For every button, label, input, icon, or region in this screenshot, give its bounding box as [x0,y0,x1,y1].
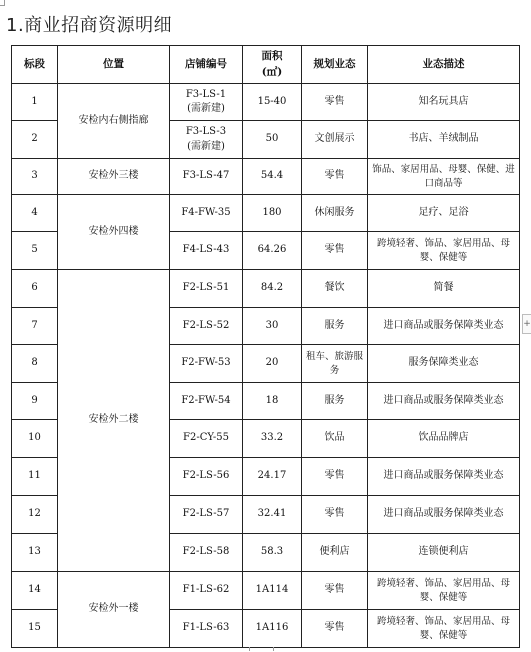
cell-segment: 13 [12,534,58,572]
cell-area: 18 [243,383,302,420]
cell-format-description: 进口商品或服务保障类业态 [368,458,520,496]
cell-format-description: 书店、羊绒制品 [368,121,520,159]
cell-shop-code: F2-LS-57 [170,496,243,534]
cell-shop-code: F1-LS-62 [170,572,243,610]
cell-shop-code: F2-LS-56 [170,458,243,496]
cell-format-description: 简餐 [368,270,520,308]
col-header-planned-format: 规划业态 [302,46,368,84]
section-heading: 1.商业招商资源明细 [6,15,173,36]
cell-segment: 7 [12,308,58,345]
cell-shop-code: F2-FW-54 [170,383,243,420]
cell-planned-format: 零售 [302,159,368,195]
cell-area: 32.41 [243,496,302,534]
col-header-area: 面积 (㎡) [243,46,302,84]
cell-planned-format: 零售 [302,84,368,121]
col-header-format-description: 业态描述 [368,46,520,84]
cell-planned-format: 零售 [302,610,368,648]
cell-shop-code: F4-FW-35 [170,195,243,232]
cell-shop-code: F3-LS-47 [170,159,243,195]
cell-location: 安检外四楼 [58,195,170,270]
cell-area: 54.4 [243,159,302,195]
cell-segment: 1 [12,84,58,121]
cell-segment: 14 [12,572,58,610]
cell-format-description: 跨境轻奢、饰品、家居用品、母婴、保健等 [368,572,520,610]
page-corner-mark [249,647,250,651]
cell-planned-format: 零售 [302,496,368,534]
cell-planned-format: 服务 [302,383,368,420]
cell-area: 64.26 [243,232,302,270]
cell-planned-format: 便利店 [302,534,368,572]
cell-planned-format: 零售 [302,572,368,610]
cell-location: 安检外二楼 [58,270,170,572]
cell-segment: 11 [12,458,58,496]
cell-location: 安检外一楼 [58,572,170,648]
merchant-resource-table [11,45,520,648]
table-header-row [12,46,520,84]
cell-segment: 12 [12,496,58,534]
cell-format-description: 进口商品或服务保障类业态 [368,308,520,345]
cell-segment: 15 [12,610,58,648]
cell-area: 50 [243,121,302,159]
cell-segment: 5 [12,232,58,270]
cell-segment: 3 [12,159,58,195]
cell-format-description: 连锁便利店 [368,534,520,572]
page-corner-mark [273,647,274,651]
col-header-segment: 标段 [12,46,58,84]
cell-area: 1A116 [243,610,302,648]
cell-shop-code: F2-FW-53 [170,345,243,383]
table-row [12,159,520,195]
page-corner-mark [0,5,5,6]
cell-shop-code: F3-LS-1 (需新建) [170,84,243,121]
cell-segment: 2 [12,121,58,159]
col-header-shop-code: 店铺编号 [170,46,243,84]
cell-planned-format: 饮品 [302,420,368,458]
cell-format-description: 跨境轻奢、饰品、家居用品、母婴、保健等 [368,610,520,648]
col-header-location: 位置 [58,46,170,84]
cell-area: 30 [243,308,302,345]
plus-icon[interactable]: + [522,314,531,334]
cell-planned-format: 服务 [302,308,368,345]
cell-format-description: 进口商品或服务保障类业态 [368,383,520,420]
cell-format-description: 足疗、足浴 [368,195,520,232]
cell-planned-format: 零售 [302,458,368,496]
cell-shop-code: F4-LS-43 [170,232,243,270]
cell-segment: 4 [12,195,58,232]
cell-location: 安检外三楼 [58,159,170,195]
cell-area: 58.3 [243,534,302,572]
cell-format-description: 饮品品牌店 [368,420,520,458]
cell-segment: 8 [12,345,58,383]
cell-shop-code: F2-LS-58 [170,534,243,572]
cell-segment: 10 [12,420,58,458]
cell-shop-code: F1-LS-63 [170,610,243,648]
table-row [12,195,520,232]
table-row [12,84,520,121]
cell-location: 安检内右侧指廊 [58,84,170,159]
cell-planned-format: 餐饮 [302,270,368,308]
cell-area: 24.17 [243,458,302,496]
cell-format-description: 服务保障类业态 [368,345,520,383]
cell-format-description: 饰品、家居用品、母婴、保健、进口商品等 [368,159,520,195]
cell-area: 1A114 [243,572,302,610]
cell-shop-code: F3-LS-3 (需新建) [170,121,243,159]
table-row [12,270,520,308]
cell-shop-code: F2-LS-51 [170,270,243,308]
cell-planned-format: 文创展示 [302,121,368,159]
cell-planned-format: 租车、旅游服务 [302,345,368,383]
cell-planned-format: 休闲服务 [302,195,368,232]
cell-shop-code: F2-CY-55 [170,420,243,458]
cell-planned-format: 零售 [302,232,368,270]
cell-format-description: 知名玩具店 [368,84,520,121]
cell-area: 15-40 [243,84,302,121]
cell-area: 180 [243,195,302,232]
cell-format-description: 进口商品或服务保障类业态 [368,496,520,534]
cell-area: 84.2 [243,270,302,308]
cell-segment: 6 [12,270,58,308]
cell-area: 20 [243,345,302,383]
cell-segment: 9 [12,383,58,420]
cell-shop-code: F2-LS-52 [170,308,243,345]
cell-area: 33.2 [243,420,302,458]
cell-format-description: 跨境轻奢、饰品、家居用品、母婴、保健等 [368,232,520,270]
table-row [12,572,520,610]
